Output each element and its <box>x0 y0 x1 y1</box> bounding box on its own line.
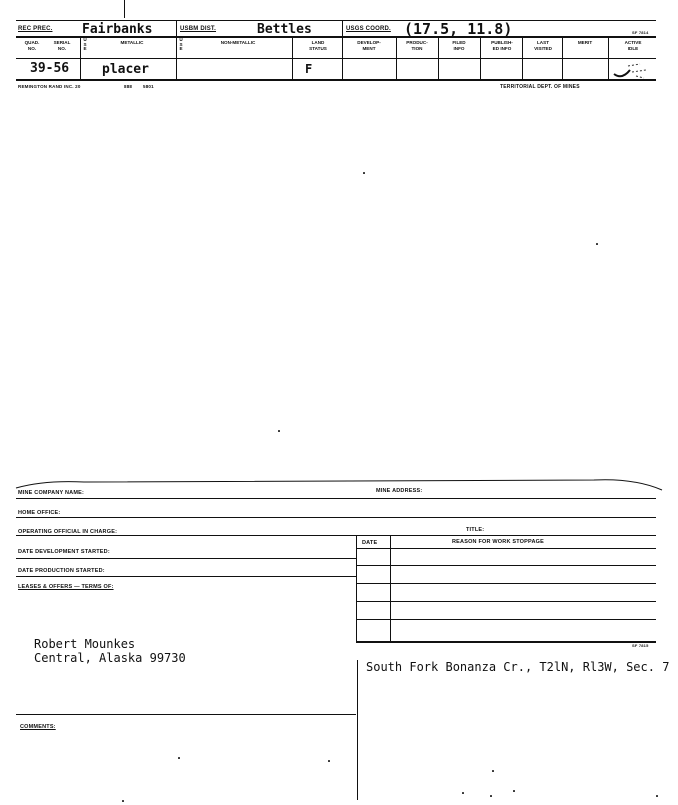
usbm-dist-label: USBM DIST. <box>180 26 217 32</box>
speck <box>490 795 492 797</box>
operating-official-label: OPERATING OFFICIAL IN CHARGE: <box>18 529 118 535</box>
rule <box>356 565 656 566</box>
title-label: TITLE: <box>466 527 485 533</box>
table-left-border <box>356 535 357 641</box>
rule <box>356 548 656 549</box>
rule <box>16 558 356 559</box>
col-development: DEVELOP- MENT <box>357 40 381 51</box>
col-active-idle: ACTIVE IDLE <box>624 40 642 51</box>
quad-serial-value: 39-56 <box>30 61 70 76</box>
rec-prec-value: Fairbanks <box>82 22 153 37</box>
col-filed-info: FILED INFO <box>452 40 466 51</box>
bottom-rule <box>16 79 656 81</box>
footer-code-1: 888 <box>124 84 133 89</box>
rec-prec-label: REC PREC. <box>18 26 53 32</box>
col-land-status: LAND STATUS <box>309 40 327 51</box>
rule <box>16 535 656 536</box>
speck <box>596 243 598 245</box>
bottom-form-number: SF 7815 <box>632 643 649 648</box>
active-idle-mark <box>610 58 650 80</box>
card-top-edge <box>14 474 664 494</box>
col-use-1: U S E <box>83 37 87 52</box>
divider <box>342 21 343 37</box>
date-column-border <box>390 535 391 641</box>
speck <box>178 757 180 759</box>
prod-started-label: DATE PRODUCTION STARTED: <box>18 568 105 574</box>
header-rule <box>16 36 656 38</box>
usbm-dist-value: Bettles <box>257 22 312 37</box>
col-published-info: PUBLISH- ED INFO <box>491 40 513 51</box>
owner-address: Central, Alaska 99730 <box>34 651 186 665</box>
divider <box>176 21 177 37</box>
home-office-label: HOME OFFICE: <box>18 510 61 516</box>
rule <box>16 517 656 518</box>
speck <box>656 795 658 797</box>
col-quad: QUAD. NO. <box>24 40 40 51</box>
speck <box>462 792 464 794</box>
col-merit: MERIT <box>577 40 593 45</box>
row-rule <box>16 58 656 59</box>
rule <box>356 619 656 620</box>
speck <box>122 800 124 802</box>
top-form-number: SF 7814 <box>632 30 649 35</box>
dev-started-label: DATE DEVELOPMENT STARTED: <box>18 549 110 555</box>
rule <box>356 601 656 602</box>
col-serial: SERIAL NO. <box>53 40 71 51</box>
speck <box>328 760 330 762</box>
mine-company-label: MINE COMPANY NAME: <box>18 490 85 496</box>
reason-header: REASON FOR WORK STOPPAGE <box>452 539 544 545</box>
owner-name: Robert Mounkes <box>34 637 136 651</box>
speck <box>363 172 365 174</box>
col-last-visited: LAST VISITED <box>534 40 552 51</box>
rule <box>16 576 356 577</box>
rule <box>16 714 356 715</box>
right-margin-line <box>357 660 358 800</box>
comments-label: COMMENTS: <box>20 724 56 730</box>
top-border <box>16 20 656 21</box>
metallic-value: placer <box>102 62 149 77</box>
speck <box>513 790 515 792</box>
usgs-coord-label: USGS COORD. <box>346 26 391 32</box>
speck <box>492 770 494 772</box>
footer-printer: REMINGTON RAND INC. 20 <box>18 84 81 89</box>
speck <box>278 430 280 432</box>
rule <box>356 641 656 643</box>
land-status-value: F <box>305 62 313 76</box>
col-production: PRODUC- TION <box>406 40 428 51</box>
col-metallic: METALLIC <box>120 40 144 45</box>
footer-code-2: 5801 <box>143 84 154 89</box>
date-header: DATE <box>362 540 378 546</box>
location-description: South Fork Bonanza Cr., T2lN, Rl3W, Sec. 7 <box>366 660 670 674</box>
rule <box>16 498 656 499</box>
col-use-2: U S E <box>179 37 183 52</box>
rule <box>356 583 656 584</box>
footer-dept: TERRITORIAL DEPT. OF MINES <box>500 84 580 90</box>
leases-label: LEASES & OFFERS — TERMS OF: <box>18 584 114 590</box>
col-non-metallic: NON-METALLIC <box>220 40 256 45</box>
mine-address-label: MINE ADDRESS: <box>376 488 423 494</box>
registration-tick <box>124 0 125 18</box>
usgs-coord-value: (17.5, 11.8) <box>404 20 513 38</box>
